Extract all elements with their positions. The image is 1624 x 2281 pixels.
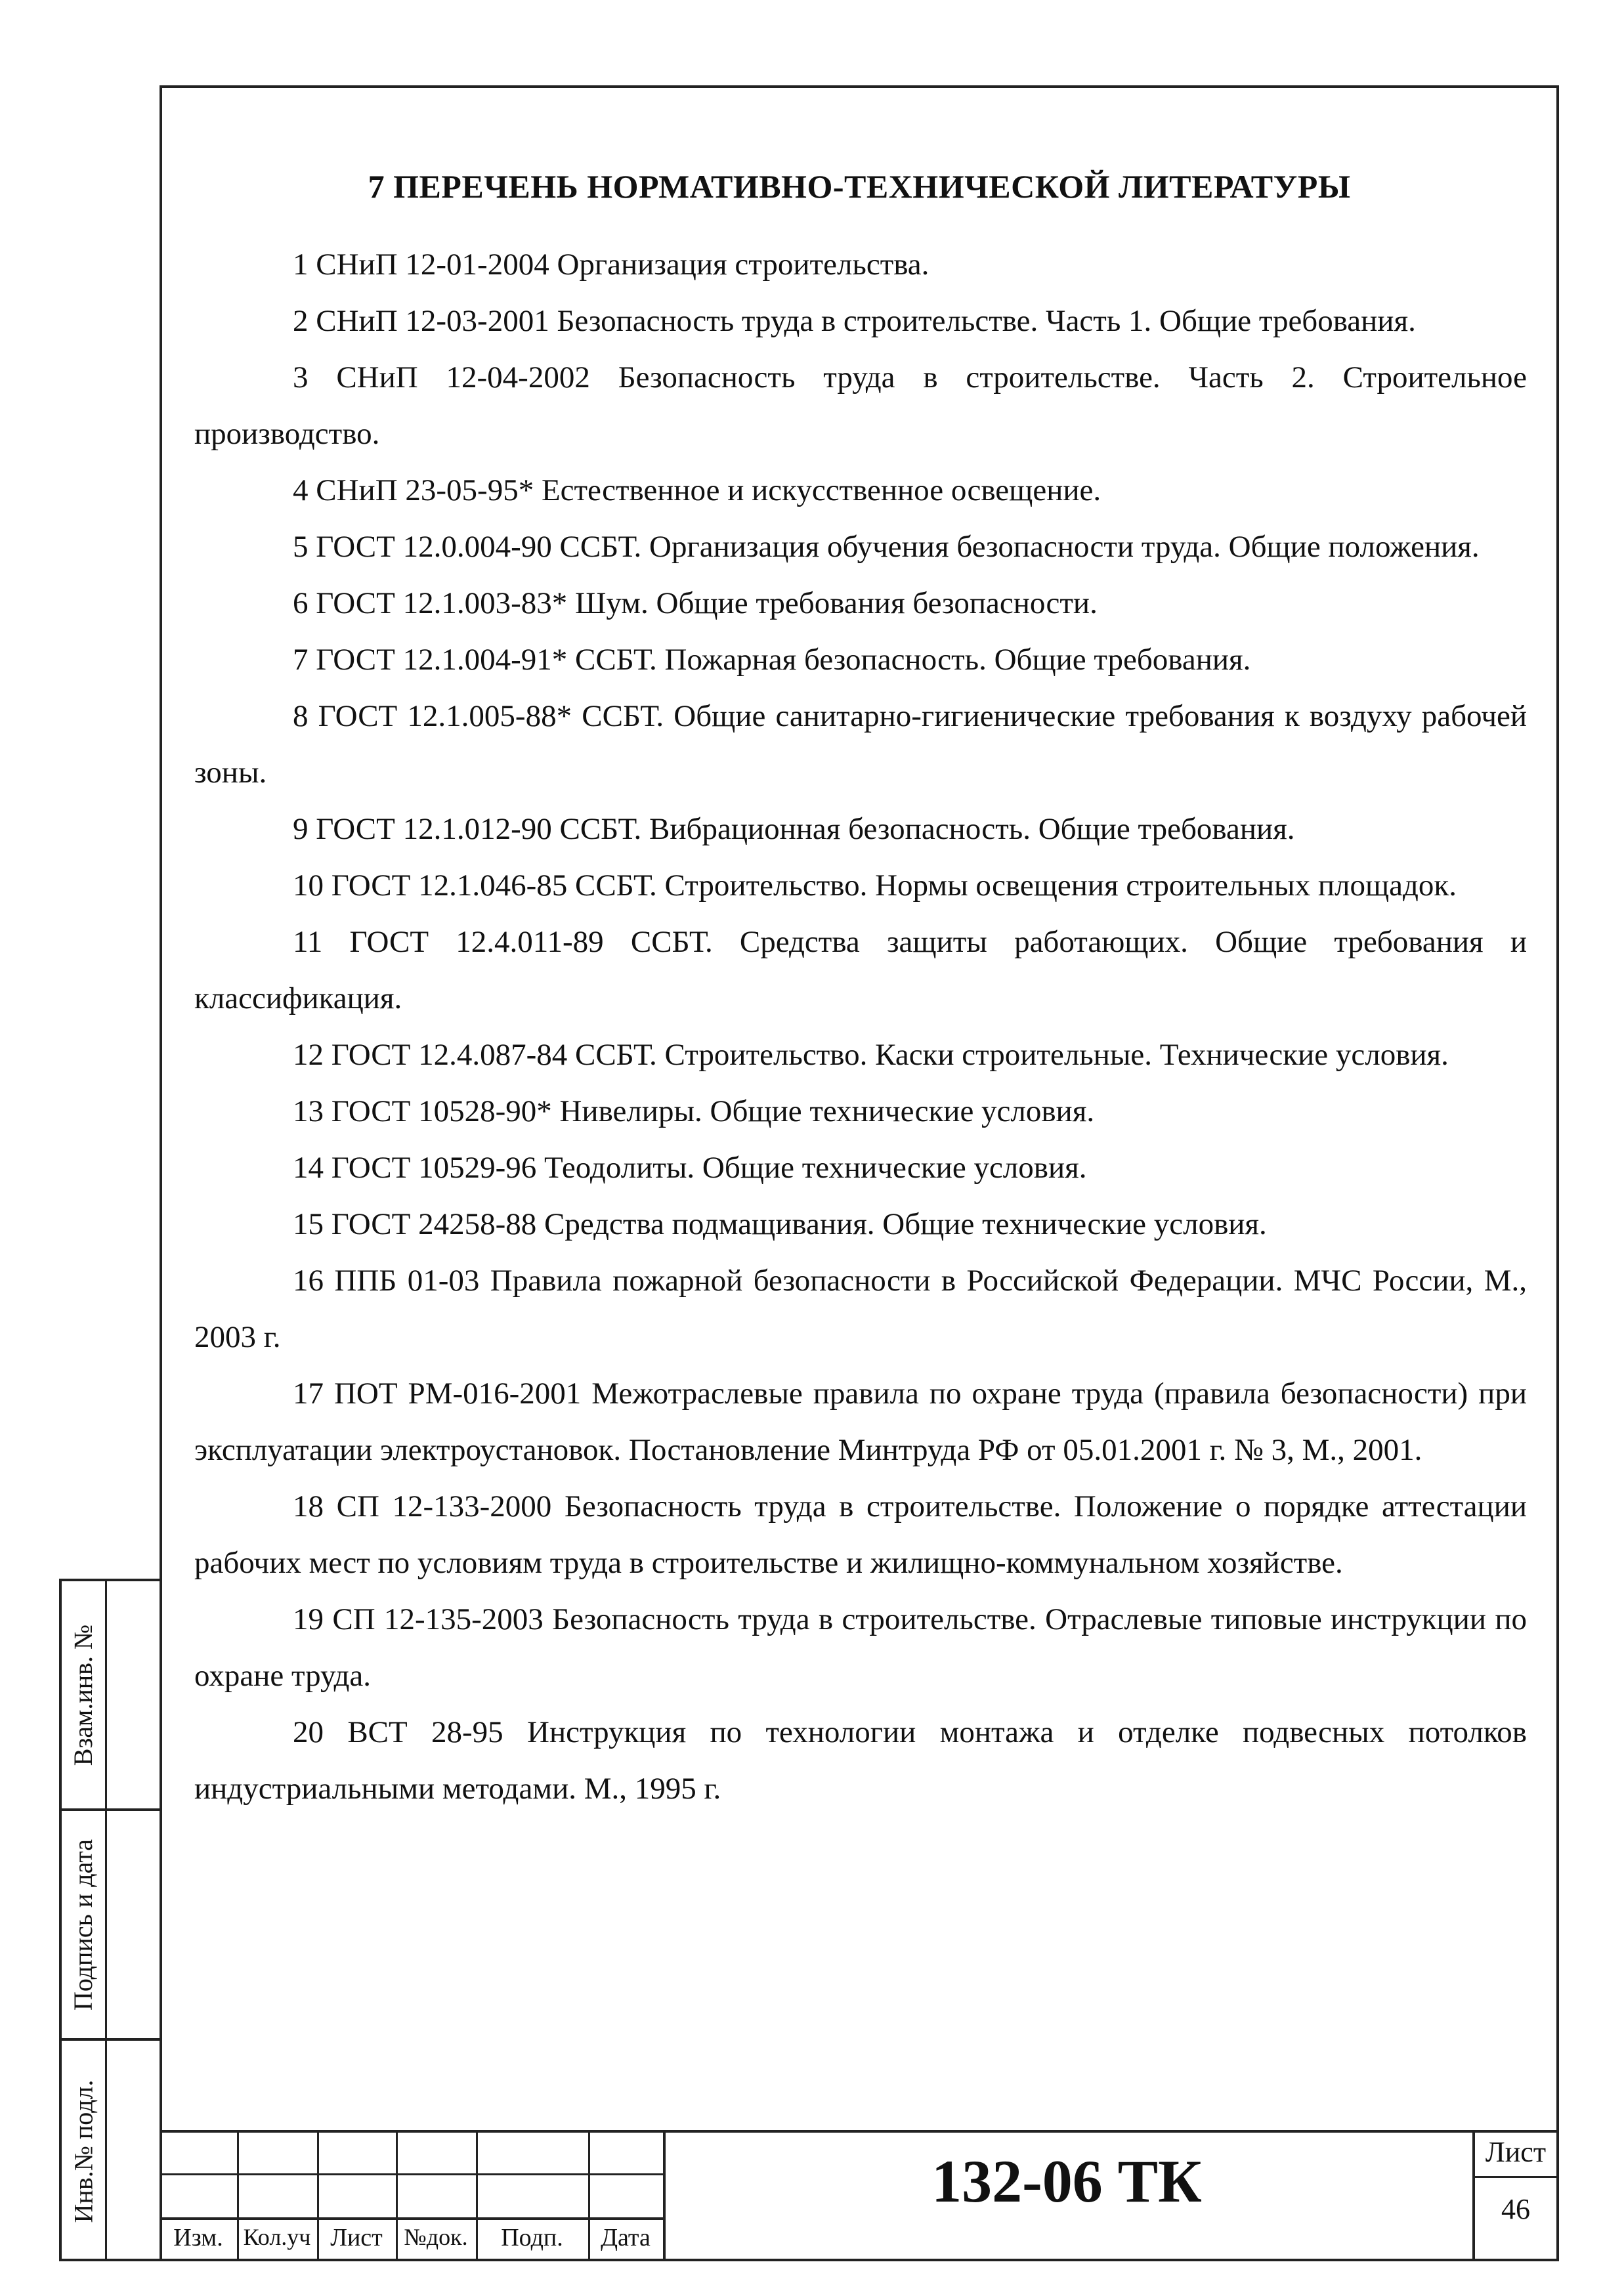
list-item: 14 ГОСТ 10529-96 Теодолиты. Общие технические условия. [293, 1151, 1087, 1185]
list-item: 1 СНиП 12-01-2004 Организация строительства. [293, 247, 930, 282]
sheet-label: Лист [1485, 2136, 1547, 2168]
list-item: 7 ГОСТ 12.1.004-91* ССБТ. Пожарная безопасность. Общие требования. [293, 643, 1251, 677]
list-item: 19 СП 12-135-2003 Безопасность труда в строительстве. Отраслевые типовые инструкции по охране труда. [194, 1602, 1527, 1693]
side-label-inv-original: Инв.№ подл. [68, 2079, 98, 2223]
list-item: 2 СНиП 12-03-2001 Безопасность труда в строительстве. Часть 1. Общие требования. [293, 304, 1416, 338]
stamp-header-sheet: Лист [330, 2224, 383, 2251]
stamp-header-signature: Подп. [501, 2224, 563, 2251]
stamp-header-date: Дата [601, 2224, 651, 2251]
document-code: 132-06 ТК [931, 2148, 1202, 2215]
list-item: 12 ГОСТ 12.4.087-84 ССБТ. Строительство. Каски строительные. Технические условия. [293, 1038, 1449, 1072]
list-item: 20 ВСТ 28-95 Инструкция по технологии монтажа и отделке подвесных потолков индустриальными методами. М., 1995 г. [194, 1715, 1527, 1806]
sheet-number: 46 [1501, 2193, 1530, 2225]
stamp-header-count: Кол.уч [243, 2224, 311, 2250]
literature-list [194, 236, 1527, 1817]
side-cell-inv-original [62, 2041, 160, 2261]
stamp-header-docnum: №док. [404, 2224, 468, 2250]
side-cell-replace-inv [62, 1581, 160, 1811]
side-label-signature-date: Подпись и дата [68, 1839, 98, 2011]
side-cell-signature-date [62, 1811, 160, 2041]
list-item: 15 ГОСТ 24258-88 Средства подмащивания. Общие технические условия. [293, 1207, 1267, 1241]
page-title: 7 ПЕРЕЧЕНЬ НОРМАТИВНО-ТЕХНИЧЕСКОЙ ЛИТЕРАТУРЫ [368, 168, 1351, 205]
list-item: 9 ГОСТ 12.1.012-90 ССБТ. Вибрационная безопасность. Общие требования. [293, 812, 1295, 846]
list-item: 10 ГОСТ 12.1.046-85 ССБТ. Строительство. Нормы освещения строительных площадок. [293, 868, 1457, 903]
list-item: 16 ППБ 01-03 Правила пожарной безопасности в Российской Федерации. МЧС России, М., 2003 г. [194, 1264, 1527, 1354]
stamp-header-change: Изм. [173, 2224, 223, 2251]
list-item: 18 СП 12-133-2000 Безопасность труда в строительстве. Положение о порядке аттестации рабочих мест по условиям труда в строительстве и жилищно-коммунальном хозяйстве. [194, 1489, 1527, 1580]
list-item: 11 ГОСТ 12.4.011-89 ССБТ. Средства защиты работающих. Общие требования и классификация. [194, 925, 1527, 1015]
list-item: 6 ГОСТ 12.1.003-83* Шум. Общие требования безопасности. [293, 586, 1098, 620]
list-item: 8 ГОСТ 12.1.005-88* ССБТ. Общие санитарно-гигиенические требования к воздуху рабочей зоны. [194, 699, 1527, 790]
list-item: 5 ГОСТ 12.0.004-90 ССБТ. Организация обучения безопасности труда. Общие положения. [293, 530, 1480, 564]
side-label-replace-inv: Взам.инв. № [68, 1624, 98, 1766]
list-item: 3 СНиП 12-04-2002 Безопасность труда в строительстве. Часть 2. Строительное производство. [194, 360, 1527, 451]
list-item: 17 ПОТ РМ-016-2001 Межотраслевые правила по охране труда (правила безопасности) при эксплуатации электроустановок. Постановление Минтруда РФ от 05.01.2001 г. № 3, М., 2001. [194, 1376, 1527, 1467]
list-item: 4 СНиП 23-05-95* Естественное и искусственное освещение. [293, 473, 1101, 507]
side-strip [59, 1579, 160, 2261]
list-item: 13 ГОСТ 10528-90* Нивелиры. Общие технические условия. [293, 1094, 1095, 1128]
